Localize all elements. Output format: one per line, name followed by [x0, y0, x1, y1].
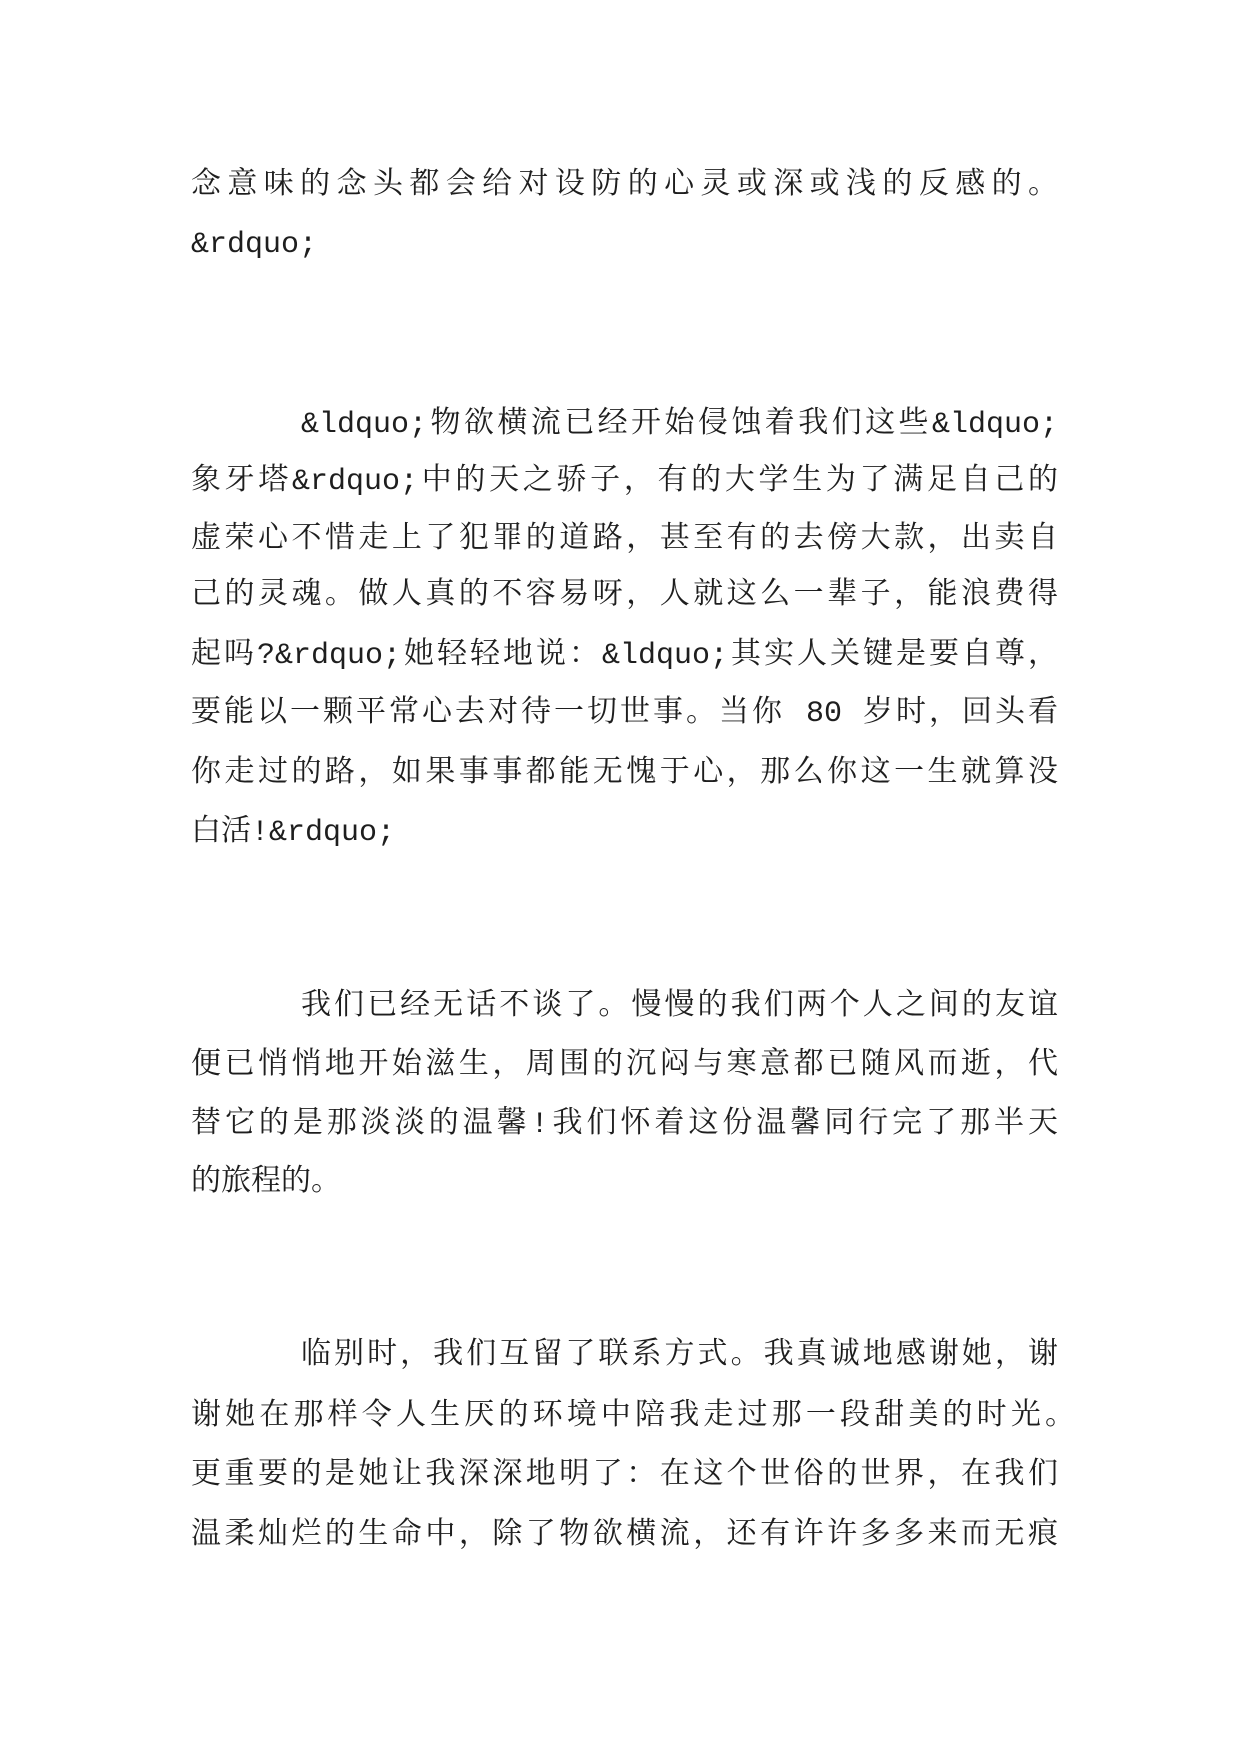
text-line: 象牙塔&rdquo;中的天之骄子，有的大学生为了满足自己的 [191, 465, 1058, 499]
text-line: 温柔灿烂的生命中，除了物欲横流，还有许许多多来而无痕 [191, 1519, 1058, 1553]
text-line: 己的灵魂。做人真的不容易呀，人就这么一辈子，能浪费得 [191, 579, 1058, 613]
text-line: 白活!&rdquo; [191, 816, 396, 850]
text-line: &rdquo; [191, 228, 318, 262]
text-line: 你走过的路，如果事事都能无愧于心，那么你这一生就算没 [191, 757, 1058, 791]
text-line: &ldquo;物欲横流已经开始侵蚀着我们这些&ldquo; [301, 408, 1058, 442]
text-line: 起吗?&rdquo;她轻轻地说：&ldquo;其实人关键是要自尊， [191, 639, 1058, 673]
text-line: 念意味的念头都会给对设防的心灵或深或浅的反感的。 [191, 169, 1058, 203]
text-line: 替它的是那淡淡的温馨!我们怀着这份温馨同行完了那半天 [191, 1108, 1058, 1142]
text-line: 我们已经无话不谈了。慢慢的我们两个人之间的友谊 [301, 990, 1058, 1024]
text-line: 虚荣心不惜走上了犯罪的道路，甚至有的去傍大款，出卖自 [191, 523, 1058, 557]
text-line: 更重要的是她让我深深地明了：在这个世俗的世界，在我们 [191, 1459, 1058, 1493]
text-line: 要能以一颗平常心去对待一切世事。当你 80 岁时，回头看 [191, 697, 1058, 731]
text-line: 的旅程的。 [191, 1166, 341, 1200]
text-line: 临别时，我们互留了联系方式。我真诚地感谢她，谢 [301, 1339, 1058, 1373]
text-line: 谢她在那样令人生厌的环境中陪我走过那一段甜美的时光。 [191, 1400, 1075, 1434]
text-line: 便已悄悄地开始滋生，周围的沉闷与寒意都已随风而逝，代 [191, 1049, 1058, 1083]
